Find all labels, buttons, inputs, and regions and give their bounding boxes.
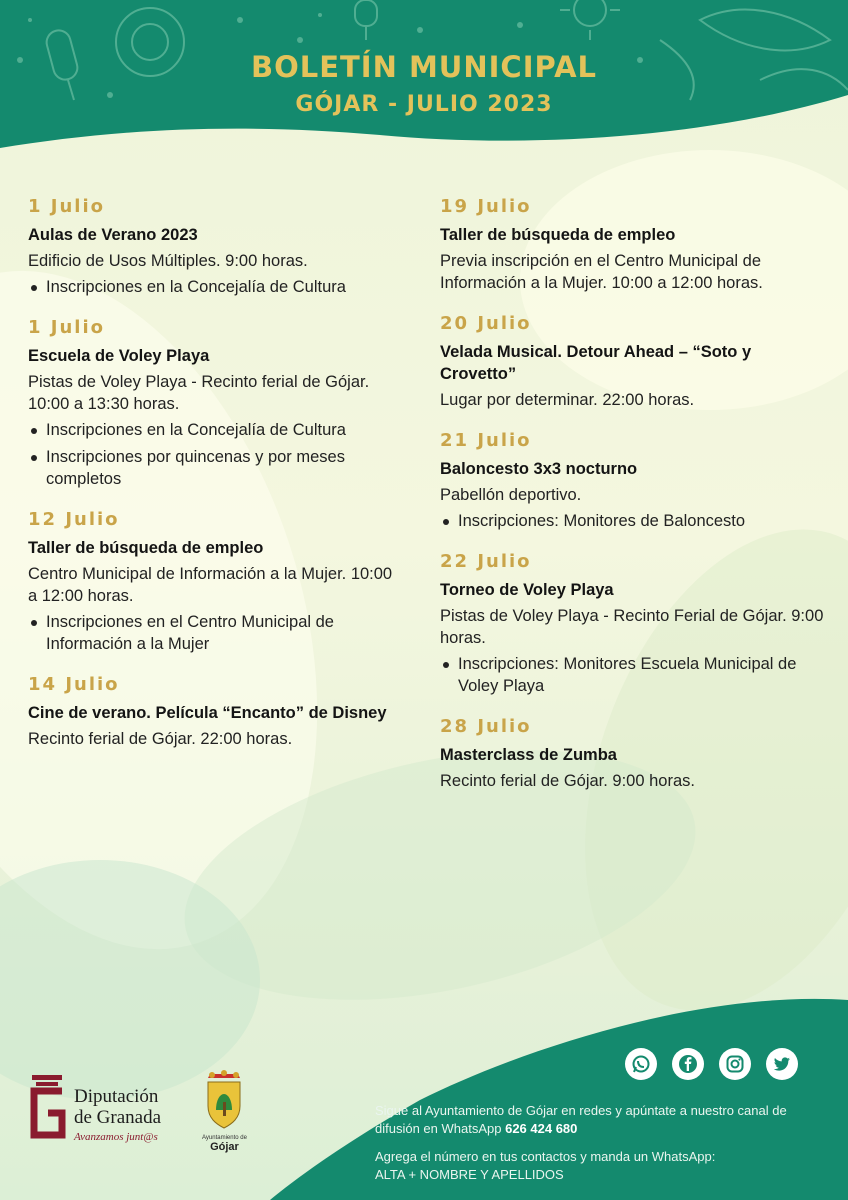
event-bullet: Inscripciones en la Concejalía de Cultura <box>28 419 403 441</box>
event-item <box>28 317 403 490</box>
coat-of-arms-icon <box>202 1070 246 1130</box>
gojar-logo <box>202 1070 247 1153</box>
page-title: BOLETÍN MUNICIPAL <box>250 50 598 84</box>
ayuntamiento-label: Ayuntamiento de <box>202 1135 247 1141</box>
event-place: Pistas de Voley Playa - Recinto Ferial de Gójar. 9:00 horas. <box>440 607 824 647</box>
event-title: Cine de verano. Película “Encanto” de Disney <box>28 704 387 722</box>
footer-add-text <box>375 1148 815 1184</box>
event-place: Previa inscripción en el Centro Municipal de Información a la Mujer. 10:00 a 12:00 horas. <box>440 252 763 292</box>
event-bullet: Inscripciones: Monitores de Baloncesto <box>440 510 825 532</box>
event-item <box>28 509 403 655</box>
add-contact-text: Agrega el número en tus contactos y manda un WhatsApp: <box>375 1149 716 1164</box>
event-bullets <box>28 276 403 298</box>
diputacion-wordmark <box>74 1086 161 1143</box>
header-banner <box>0 0 848 150</box>
event-date: 28 Julio <box>440 716 532 737</box>
diputacion-name-2: de Granada <box>74 1107 162 1128</box>
event-bullet: Inscripciones por quincenas y por meses completos <box>28 446 403 490</box>
event-item <box>28 196 403 298</box>
event-bullets <box>28 419 403 490</box>
diputacion-logo <box>28 1075 68 1145</box>
facebook-icon[interactable] <box>672 1048 704 1080</box>
ayuntamiento-name: Gójar <box>210 1141 239 1153</box>
event-title: Masterclass de Zumba <box>440 746 617 764</box>
event-item <box>440 716 825 792</box>
event-date: 1 Julio <box>28 196 106 217</box>
event-title: Baloncesto 3x3 nocturno <box>440 460 638 478</box>
event-place: Recinto ferial de Gójar. 9:00 horas. <box>440 772 695 790</box>
event-date: 14 Julio <box>28 674 120 695</box>
event-place: Lugar por determinar. 22:00 horas. <box>440 391 695 409</box>
events-column-right <box>440 196 825 811</box>
event-date: 12 Julio <box>28 509 120 530</box>
event-title: Aulas de Verano 2023 <box>28 226 198 244</box>
event-item <box>440 196 825 294</box>
twitter-icon[interactable] <box>766 1048 798 1080</box>
event-title: Taller de búsqueda de empleo <box>440 226 676 244</box>
event-bullets <box>28 611 403 655</box>
diputacion-tagline: Avanzamos junt@s <box>74 1131 158 1143</box>
event-date: 1 Julio <box>28 317 106 338</box>
social-icons <box>625 1048 798 1080</box>
whatsapp-phone: 626 424 680 <box>505 1121 578 1136</box>
event-bullet: Inscripciones en la Concejalía de Cultura <box>28 276 403 298</box>
event-item <box>440 313 825 411</box>
event-item <box>28 674 403 750</box>
event-bullets <box>440 510 825 532</box>
event-date: 22 Julio <box>440 551 532 572</box>
diputacion-name-1: Diputación <box>74 1086 159 1107</box>
page-subtitle: GÓJAR - JULIO 2023 <box>295 92 553 117</box>
event-place: Edificio de Usos Múltiples. 9:00 horas. <box>28 252 308 270</box>
add-contact-command: ALTA + NOMBRE Y APELLIDOS <box>375 1167 564 1182</box>
instagram-icon[interactable] <box>719 1048 751 1080</box>
event-item <box>440 551 825 697</box>
event-bullet: Inscripciones: Monitores Escuela Municipal de Voley Playa <box>440 653 825 697</box>
event-bullet: Inscripciones en el Centro Municipal de Información a la Mujer <box>28 611 403 655</box>
event-place: Pabellón deportivo. <box>440 486 582 504</box>
event-title: Taller de búsqueda de empleo <box>28 539 264 557</box>
event-title: Torneo de Voley Playa <box>440 581 614 599</box>
event-title: Velada Musical. Detour Ahead – “Soto y Crovetto” <box>440 343 752 383</box>
whatsapp-icon[interactable] <box>625 1048 657 1080</box>
event-place: Recinto ferial de Gójar. 22:00 horas. <box>28 730 293 748</box>
event-date: 20 Julio <box>440 313 532 334</box>
follow-text: Sigue al Ayuntamiento de Gójar en redes y apúntate a nuestro canal de difusión en WhatsApp <box>375 1103 787 1136</box>
event-place: Pistas de Voley Playa - Recinto ferial de Gójar. 10:00 a 13:30 horas. <box>28 373 370 413</box>
event-date: 21 Julio <box>440 430 532 451</box>
event-place: Centro Municipal de Información a la Mujer. 10:00 a 12:00 horas. <box>28 565 393 605</box>
event-bullets <box>440 653 825 697</box>
footer-follow-text <box>375 1102 815 1138</box>
event-item <box>440 430 825 532</box>
event-date: 19 Julio <box>440 196 532 217</box>
event-title: Escuela de Voley Playa <box>28 347 210 365</box>
events-column-left <box>28 196 403 769</box>
